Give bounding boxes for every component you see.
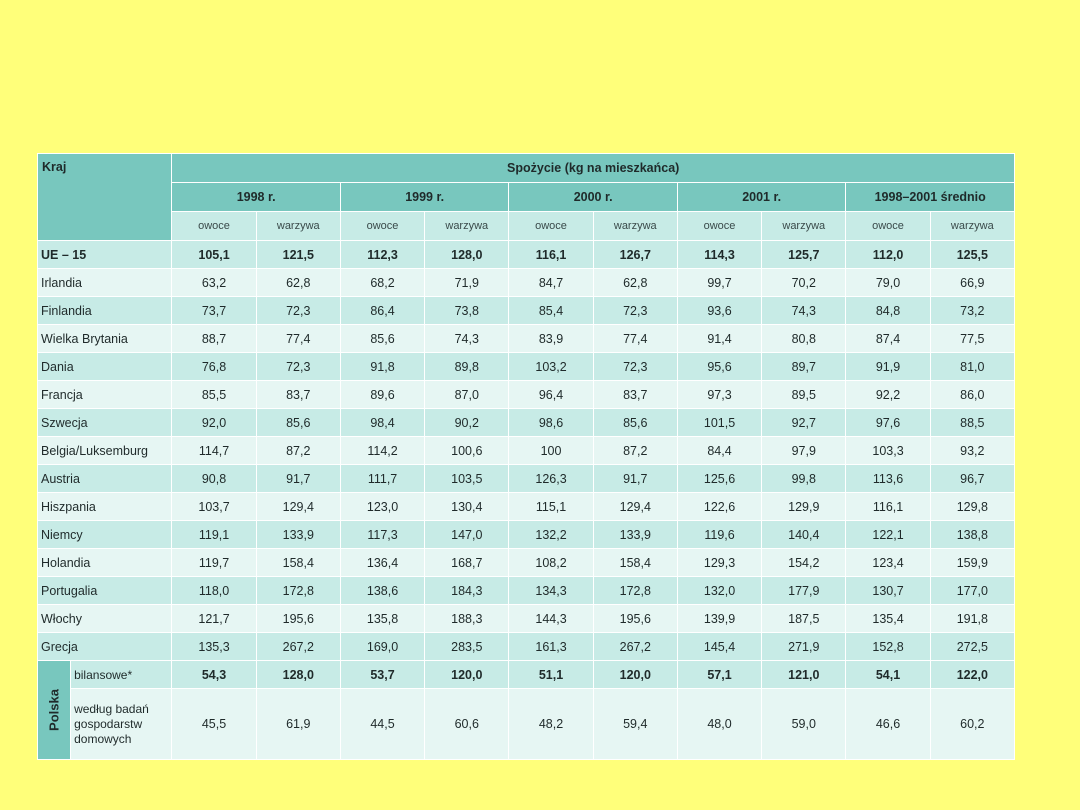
- value-cell: 85,4: [509, 297, 593, 325]
- value-cell: 267,2: [593, 633, 677, 661]
- value-cell: 130,4: [425, 493, 509, 521]
- value-cell: 103,5: [425, 465, 509, 493]
- country-cell: Hiszpania: [38, 493, 172, 521]
- value-cell: 116,1: [509, 241, 593, 269]
- consumption-table-container: [37, 153, 1015, 760]
- value-cell: 72,3: [256, 297, 340, 325]
- value-cell: 44,5: [340, 689, 424, 760]
- table-row: [38, 437, 1015, 465]
- value-cell: 126,3: [509, 465, 593, 493]
- country-cell: Belgia/Luksemburg: [38, 437, 172, 465]
- value-cell: 97,9: [762, 437, 846, 465]
- value-cell: 91,7: [593, 465, 677, 493]
- value-cell: 62,8: [593, 269, 677, 297]
- table-row: [38, 241, 1015, 269]
- value-cell: 122,1: [846, 521, 930, 549]
- value-cell: 92,7: [762, 409, 846, 437]
- subheader-vegetables: warzywa: [593, 212, 677, 241]
- value-cell: 112,3: [340, 241, 424, 269]
- value-cell: 89,6: [340, 381, 424, 409]
- value-cell: 93,6: [677, 297, 761, 325]
- value-cell: 84,7: [509, 269, 593, 297]
- value-cell: 91,9: [846, 353, 930, 381]
- value-cell: 123,4: [846, 549, 930, 577]
- value-cell: 119,1: [172, 521, 256, 549]
- year-header-2001: 2001 r.: [677, 183, 846, 212]
- value-cell: 135,8: [340, 605, 424, 633]
- value-cell: 100: [509, 437, 593, 465]
- value-cell: 96,7: [930, 465, 1014, 493]
- value-cell: 87,2: [593, 437, 677, 465]
- table-row: [38, 381, 1015, 409]
- table-row: [38, 325, 1015, 353]
- value-cell: 88,5: [930, 409, 1014, 437]
- value-cell: 184,3: [425, 577, 509, 605]
- value-cell: 100,6: [425, 437, 509, 465]
- value-cell: 168,7: [425, 549, 509, 577]
- value-cell: 120,0: [425, 661, 509, 689]
- consumption-table: [37, 153, 1015, 760]
- value-cell: 113,6: [846, 465, 930, 493]
- country-cell: UE – 15: [38, 241, 172, 269]
- value-cell: 121,7: [172, 605, 256, 633]
- country-cell: Szwecja: [38, 409, 172, 437]
- value-cell: 121,5: [256, 241, 340, 269]
- value-cell: 51,1: [509, 661, 593, 689]
- table-row-poland: [38, 689, 1015, 760]
- value-cell: 125,7: [762, 241, 846, 269]
- value-cell: 177,9: [762, 577, 846, 605]
- value-cell: 89,8: [425, 353, 509, 381]
- table-row: [38, 577, 1015, 605]
- value-cell: 84,8: [846, 297, 930, 325]
- value-cell: 136,4: [340, 549, 424, 577]
- value-cell: 60,2: [930, 689, 1014, 760]
- value-cell: 83,9: [509, 325, 593, 353]
- value-cell: 77,4: [256, 325, 340, 353]
- value-cell: 91,7: [256, 465, 340, 493]
- value-cell: 129,8: [930, 493, 1014, 521]
- value-cell: 134,3: [509, 577, 593, 605]
- value-cell: 97,3: [677, 381, 761, 409]
- year-header-2000: 2000 r.: [509, 183, 678, 212]
- value-cell: 283,5: [425, 633, 509, 661]
- value-cell: 271,9: [762, 633, 846, 661]
- value-cell: 74,3: [425, 325, 509, 353]
- value-cell: 72,3: [256, 353, 340, 381]
- value-cell: 195,6: [256, 605, 340, 633]
- value-cell: 138,8: [930, 521, 1014, 549]
- value-cell: 81,0: [930, 353, 1014, 381]
- value-cell: 80,8: [762, 325, 846, 353]
- subheader-fruit: owoce: [846, 212, 930, 241]
- value-cell: 91,8: [340, 353, 424, 381]
- value-cell: 98,4: [340, 409, 424, 437]
- country-cell: Dania: [38, 353, 172, 381]
- value-cell: 83,7: [256, 381, 340, 409]
- value-cell: 129,4: [256, 493, 340, 521]
- value-cell: 85,5: [172, 381, 256, 409]
- value-cell: 112,0: [846, 241, 930, 269]
- table-row: [38, 465, 1015, 493]
- table-row: [38, 409, 1015, 437]
- value-cell: 114,2: [340, 437, 424, 465]
- value-cell: 152,8: [846, 633, 930, 661]
- value-cell: 132,0: [677, 577, 761, 605]
- value-cell: 115,1: [509, 493, 593, 521]
- value-cell: 125,6: [677, 465, 761, 493]
- value-cell: 85,6: [340, 325, 424, 353]
- value-cell: 159,9: [930, 549, 1014, 577]
- value-cell: 46,6: [846, 689, 930, 760]
- value-cell: 122,6: [677, 493, 761, 521]
- value-cell: 89,7: [762, 353, 846, 381]
- value-cell: 172,8: [256, 577, 340, 605]
- subheader-vegetables: warzywa: [762, 212, 846, 241]
- country-cell: Wielka Brytania: [38, 325, 172, 353]
- value-cell: 120,0: [593, 661, 677, 689]
- value-cell: 85,6: [593, 409, 677, 437]
- value-cell: 74,3: [762, 297, 846, 325]
- poland-method-cell: bilansowe*: [71, 661, 172, 689]
- value-cell: 73,7: [172, 297, 256, 325]
- table-row: [38, 297, 1015, 325]
- value-cell: 72,3: [593, 297, 677, 325]
- value-cell: 111,7: [340, 465, 424, 493]
- value-cell: 123,0: [340, 493, 424, 521]
- value-cell: 87,0: [425, 381, 509, 409]
- value-cell: 90,2: [425, 409, 509, 437]
- value-cell: 87,4: [846, 325, 930, 353]
- country-cell: Finlandia: [38, 297, 172, 325]
- value-cell: 98,6: [509, 409, 593, 437]
- value-cell: 154,2: [762, 549, 846, 577]
- table-row: [38, 605, 1015, 633]
- year-header-1999: 1999 r.: [340, 183, 509, 212]
- value-cell: 59,0: [762, 689, 846, 760]
- value-cell: 122,0: [930, 661, 1014, 689]
- value-cell: 45,5: [172, 689, 256, 760]
- table-body: [38, 241, 1015, 760]
- value-cell: 66,9: [930, 269, 1014, 297]
- value-cell: 129,3: [677, 549, 761, 577]
- value-cell: 145,4: [677, 633, 761, 661]
- value-cell: 130,7: [846, 577, 930, 605]
- year-header-1998: 1998 r.: [172, 183, 341, 212]
- value-cell: 61,9: [256, 689, 340, 760]
- value-cell: 119,7: [172, 549, 256, 577]
- table-row: [38, 269, 1015, 297]
- value-cell: 114,7: [172, 437, 256, 465]
- value-cell: 126,7: [593, 241, 677, 269]
- value-cell: 60,6: [425, 689, 509, 760]
- value-cell: 187,5: [762, 605, 846, 633]
- value-cell: 135,4: [846, 605, 930, 633]
- country-cell: Grecja: [38, 633, 172, 661]
- poland-label-cell: [38, 661, 71, 760]
- table-row: [38, 549, 1015, 577]
- value-cell: 89,5: [762, 381, 846, 409]
- value-cell: 144,3: [509, 605, 593, 633]
- value-cell: 85,6: [256, 409, 340, 437]
- value-cell: 272,5: [930, 633, 1014, 661]
- value-cell: 99,7: [677, 269, 761, 297]
- value-cell: 73,8: [425, 297, 509, 325]
- poland-method-cell: według badań gospodarstw domowych: [71, 689, 172, 760]
- poland-label: Polska: [46, 689, 62, 731]
- value-cell: 116,1: [846, 493, 930, 521]
- value-cell: 48,2: [509, 689, 593, 760]
- year-header-average: 1998–2001 średnio: [846, 183, 1015, 212]
- subheader-fruit: owoce: [340, 212, 424, 241]
- subheader-vegetables: warzywa: [930, 212, 1014, 241]
- value-cell: 92,2: [846, 381, 930, 409]
- value-cell: 108,2: [509, 549, 593, 577]
- value-cell: 70,2: [762, 269, 846, 297]
- value-cell: 147,0: [425, 521, 509, 549]
- value-cell: 139,9: [677, 605, 761, 633]
- value-cell: 96,4: [509, 381, 593, 409]
- country-header: Kraj: [38, 154, 172, 241]
- value-cell: 114,3: [677, 241, 761, 269]
- value-cell: 103,2: [509, 353, 593, 381]
- value-cell: 86,4: [340, 297, 424, 325]
- value-cell: 68,2: [340, 269, 424, 297]
- value-cell: 118,0: [172, 577, 256, 605]
- value-cell: 140,4: [762, 521, 846, 549]
- table-row: [38, 633, 1015, 661]
- table-row: [38, 353, 1015, 381]
- subheader-fruit: owoce: [172, 212, 256, 241]
- table-row: [38, 493, 1015, 521]
- value-cell: 267,2: [256, 633, 340, 661]
- value-cell: 84,4: [677, 437, 761, 465]
- value-cell: 101,5: [677, 409, 761, 437]
- value-cell: 158,4: [256, 549, 340, 577]
- value-cell: 87,2: [256, 437, 340, 465]
- value-cell: 105,1: [172, 241, 256, 269]
- country-cell: Austria: [38, 465, 172, 493]
- value-cell: 76,8: [172, 353, 256, 381]
- value-cell: 133,9: [593, 521, 677, 549]
- value-cell: 128,0: [425, 241, 509, 269]
- country-cell: Francja: [38, 381, 172, 409]
- country-cell: Portugalia: [38, 577, 172, 605]
- value-cell: 57,1: [677, 661, 761, 689]
- country-cell: Irlandia: [38, 269, 172, 297]
- value-cell: 90,8: [172, 465, 256, 493]
- value-cell: 119,6: [677, 521, 761, 549]
- subheader-fruit: owoce: [677, 212, 761, 241]
- country-cell: Holandia: [38, 549, 172, 577]
- value-cell: 62,8: [256, 269, 340, 297]
- value-cell: 135,3: [172, 633, 256, 661]
- consumption-header: Spożycie (kg na mieszkańca): [172, 154, 1015, 183]
- value-cell: 97,6: [846, 409, 930, 437]
- value-cell: 128,0: [256, 661, 340, 689]
- value-cell: 125,5: [930, 241, 1014, 269]
- value-cell: 95,6: [677, 353, 761, 381]
- value-cell: 59,4: [593, 689, 677, 760]
- country-cell: Niemcy: [38, 521, 172, 549]
- subheader-fruit: owoce: [509, 212, 593, 241]
- value-cell: 48,0: [677, 689, 761, 760]
- value-cell: 177,0: [930, 577, 1014, 605]
- subheader-vegetables: warzywa: [256, 212, 340, 241]
- value-cell: 63,2: [172, 269, 256, 297]
- table-row-poland: [38, 661, 1015, 689]
- value-cell: 172,8: [593, 577, 677, 605]
- value-cell: 72,3: [593, 353, 677, 381]
- value-cell: 169,0: [340, 633, 424, 661]
- value-cell: 73,2: [930, 297, 1014, 325]
- value-cell: 88,7: [172, 325, 256, 353]
- country-cell: Włochy: [38, 605, 172, 633]
- value-cell: 99,8: [762, 465, 846, 493]
- value-cell: 79,0: [846, 269, 930, 297]
- value-cell: 138,6: [340, 577, 424, 605]
- value-cell: 53,7: [340, 661, 424, 689]
- value-cell: 93,2: [930, 437, 1014, 465]
- value-cell: 161,3: [509, 633, 593, 661]
- value-cell: 71,9: [425, 269, 509, 297]
- value-cell: 54,3: [172, 661, 256, 689]
- subheader-vegetables: warzywa: [425, 212, 509, 241]
- value-cell: 91,4: [677, 325, 761, 353]
- value-cell: 129,9: [762, 493, 846, 521]
- value-cell: 191,8: [930, 605, 1014, 633]
- value-cell: 54,1: [846, 661, 930, 689]
- value-cell: 86,0: [930, 381, 1014, 409]
- value-cell: 77,5: [930, 325, 1014, 353]
- value-cell: 129,4: [593, 493, 677, 521]
- table-row: [38, 521, 1015, 549]
- value-cell: 77,4: [593, 325, 677, 353]
- value-cell: 132,2: [509, 521, 593, 549]
- value-cell: 195,6: [593, 605, 677, 633]
- value-cell: 92,0: [172, 409, 256, 437]
- value-cell: 117,3: [340, 521, 424, 549]
- value-cell: 133,9: [256, 521, 340, 549]
- value-cell: 121,0: [762, 661, 846, 689]
- value-cell: 103,3: [846, 437, 930, 465]
- value-cell: 188,3: [425, 605, 509, 633]
- value-cell: 158,4: [593, 549, 677, 577]
- value-cell: 103,7: [172, 493, 256, 521]
- value-cell: 83,7: [593, 381, 677, 409]
